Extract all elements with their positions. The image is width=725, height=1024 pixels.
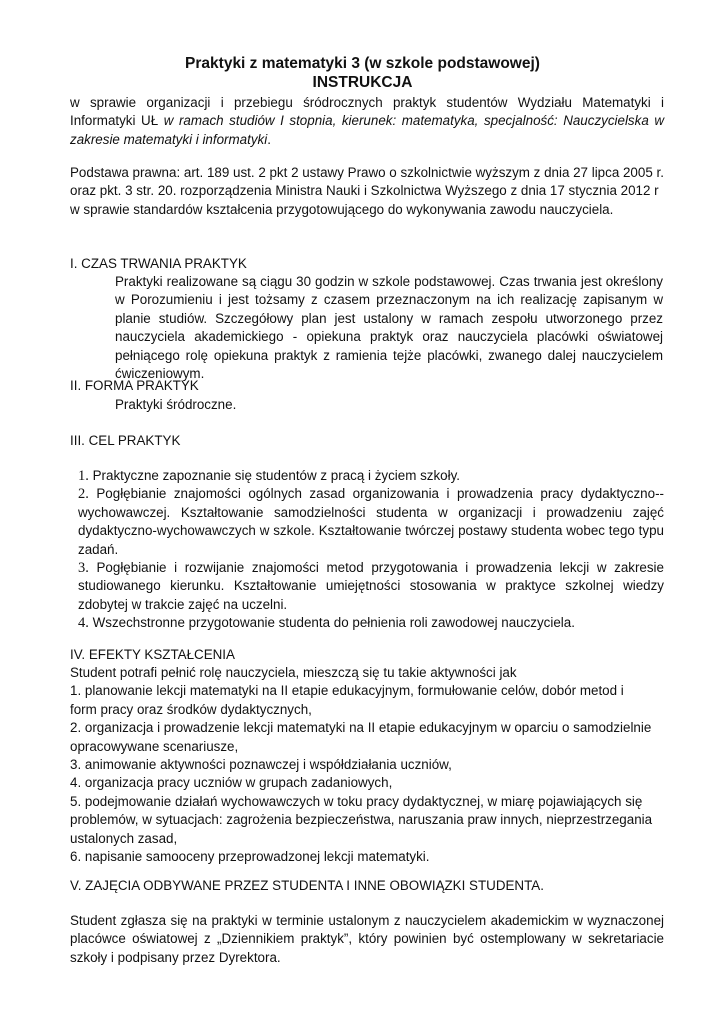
outcomes-line: 1. planowanie lekcji matematyki na II etapie edukacyjnym, formułowanie celów, dobór metod i <box>70 683 624 699</box>
section-5-body: Student zgłasza się na praktyki w terminie ustalonym z nauczycielem akademickim w wyznaczonej placówce oświatowej z „Dziennikiem praktyk”, który powinien być ostemplowany w sekretariacie szkoły i podpisany przez Dyrektora. <box>70 913 664 965</box>
list-item-number: 2. <box>78 486 89 503</box>
list-item <box>78 559 664 614</box>
outcomes-line: 5. podejmowanie działań wychowawczych w toku pracy dydaktycznej, w miarę pojawiających się <box>70 793 643 809</box>
list-item-number: 3. <box>78 560 89 577</box>
list-item-text: Pogłębianie i rozwijanie znajomości metod przygotowania i prowadzenia lekcji w zakresie studiowanego kierunku. Kształtowanie umiejętności stosowania w praktyce szkolnej wiedzy zdobytej w trakcie zajęć na uczelni. <box>78 560 664 612</box>
outcomes-line: form pracy oraz środków dydaktycznych, <box>70 701 312 717</box>
goals-list <box>78 467 664 633</box>
outcomes-list <box>70 664 680 866</box>
list-item-text: Wszechstronne przygotowanie studenta do pełnienia roli zawodowej nauczyciela. <box>92 615 575 631</box>
legal-basis <box>70 164 670 219</box>
list-item-number: 1. <box>78 468 89 484</box>
outcomes-line: 3. animowanie aktywności poznawczej i współdziałania uczniów, <box>70 757 452 773</box>
outcomes-line: problemów, w sytuacjach: zagrożenia bezpieczeństwa, naruszania praw innych, nieprzestrzegania <box>70 812 653 828</box>
outcomes-line: 2. organizacja i prowadzenie lekcji matematyki na II etapie edukacyjnym w oparciu o samodzielnie <box>70 720 652 736</box>
outcomes-line: 4. organizacja pracy uczniów w grupach zadaniowych, <box>70 775 393 791</box>
list-item-text: Pogłębianie znajomości ogólnych zasad organizowania i prowadzenia pracy dydaktyczno-- wychowawczej. Kształtowanie samodzielności studenta w organizacji i prowadzeniu zajęć dydaktyczno-wychowawczych w szkole. Kształtowanie twórczej postawy studenta wobec tego typu zadań. <box>78 486 664 557</box>
list-item-number: 4. <box>78 615 89 632</box>
legal-basis-line-2: oraz pkt. 3 str. 20. rozporządzenia Ministra Nauki i Szkolnictwa Wyższego z dnia 17 stycznia 2012 r <box>70 183 659 199</box>
legal-basis-line-3: w sprawie standardów kształcenia przygotowującego do wykonywania zawodu nauczyciela. <box>70 201 614 217</box>
intro-end: . <box>267 131 271 147</box>
intro-italic-text: w ramach studiów I stopnia, kierunek: matematyka, specjalność: Nauczycielska w zakresie matematyki i informatyki <box>70 113 664 147</box>
section-2-heading: II. FORMA PRAKTYK <box>70 378 199 393</box>
intro-text: w sprawie organizacji i przebiegu śródrocznych praktyk studentów Wydziału Matematyki i Informatyki UŁ <box>70 95 664 129</box>
section-3-heading: III. CEL PRAKTYK <box>70 433 181 448</box>
outcomes-line: opracowywane scenariusze, <box>70 738 239 754</box>
list-item-text: Praktyczne zapoznanie się studentów z pracą i życiem szkoły. <box>92 468 461 483</box>
section-5-heading: V. ZAJĘCIA ODBYWANE PRZEZ STUDENTA I INNE OBOWIĄZKI STUDENTA. <box>70 878 544 893</box>
section-1-heading: I. CZAS TRWANIA PRAKTYK <box>70 256 247 271</box>
outcomes-line: 6. napisanie samooceny przeprowadzonej lekcji matematyki. <box>70 849 430 865</box>
list-item <box>78 485 664 559</box>
section-1-body: Praktyki realizowane są ciągu 30 godzin w szkole podstawowej. Czas trwania jest określony w Porozumieniu i jest tożsamy z czasem przeznaczonym na ich realizację zapisanym w planie studiów. Szczegółowy plan jest ustalony w ramach zespołu utworzonego przez nauczyciela akademickiego - opiekuna praktyk oraz nauczyciela placówki oświatowej pełniącego rolę opiekuna praktyk z ramienia tejże placówki, zwanego dalej nauczycielem ćwiczeniowym. <box>115 274 663 382</box>
title-line-1: Praktyki z matematyki 3 (w szkole podstawowej) <box>185 55 540 72</box>
legal-basis-line-1: Podstawa prawna: art. 189 ust. 2 pkt 2 ustawy Prawo o szkolnictwie wyższym z dnia 27 lipca 2005 r. <box>70 165 664 180</box>
intro-paragraph <box>70 94 664 149</box>
section-4-heading: IV. EFEKTY KSZTAŁCENIA <box>70 647 235 662</box>
list-item <box>78 614 664 632</box>
title-line-2: INSTRUKCJA <box>312 74 413 91</box>
list-item <box>78 467 664 485</box>
outcomes-line: ustalonych zasad, <box>70 830 178 846</box>
document-title <box>0 54 725 92</box>
outcomes-line: Student potrafi pełnić rolę nauczyciela, mieszczą się tu takie aktywności jak <box>70 665 517 680</box>
section-2-body: Praktyki śródroczne. <box>115 397 237 412</box>
